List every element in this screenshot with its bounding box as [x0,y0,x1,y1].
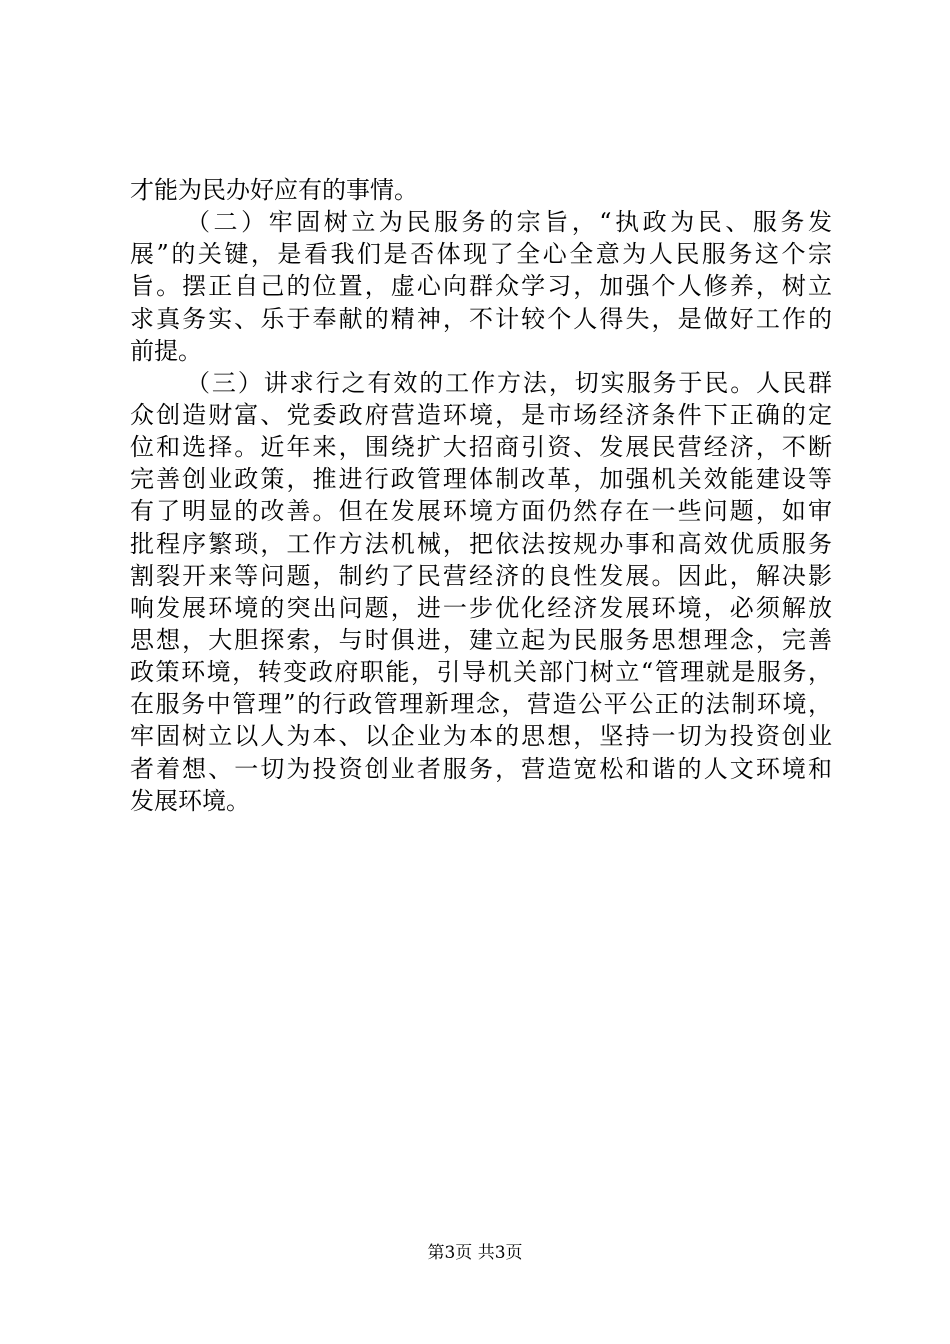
text-line: 思想，大胆探索，与时俱进，建立起为民服务思想理念，完善 [130,625,832,654]
page-number-label: 第3页 共3页 [427,1243,523,1263]
page-footer [0,1242,950,1264]
text-line: 者着想、一切为投资创业者服务，营造宽松和谐的人文环境和 [130,754,832,783]
text-line: 响发展环境的突出问题，进一步优化经济发展环境，必须解放 [130,593,832,622]
text-line: 求真务实、乐于奉献的精神，不计较个人得失，是做好工作的 [130,304,832,333]
text-line: 政策环境，转变政府职能，引导机关部门树立“管理就是服务， [130,658,832,687]
text-line: （三）讲求行之有效的工作方法，切实服务于民。人民群 [186,368,832,397]
text-line: （二）牢固树立为民服务的宗旨，“执政为民、服务发 [186,208,832,237]
text-line: 在服务中管理”的行政管理新理念，营造公平公正的法制环境， [130,690,832,719]
text-line: 批程序繁琐，工作方法机械，把依法按规办事和高效优质服务 [130,529,832,558]
text-line: 才能为民办好应有的事情。 [130,176,418,204]
text-line: 发展环境。 [130,786,250,815]
text-line: 旨。摆正自己的位置，虚心向群众学习，加强个人修养，树立 [130,272,832,301]
text-line: 位和选择。近年来，围绕扩大招商引资、发展民营经济，不断 [130,433,832,462]
text-line: 完善创业政策，推进行政管理体制改革，加强机关效能建设等 [130,465,832,494]
text-line: 众创造财富、党委政府营造环境，是市场经济条件下正确的定 [130,400,832,429]
text-line: 有了明显的改善。但在发展环境方面仍然存在一些问题，如审 [130,497,832,526]
text-line: 牢固树立以人为本、以企业为本的思想，坚持一切为投资创业 [130,722,832,751]
text-line: 展”的关键，是看我们是否体现了全心全意为人民服务这个宗 [130,240,832,269]
document-body [130,174,832,817]
text-line: 割裂开来等问题，制约了民营经济的良性发展。因此，解决影 [130,561,832,590]
text-line: 前提。 [130,336,202,365]
